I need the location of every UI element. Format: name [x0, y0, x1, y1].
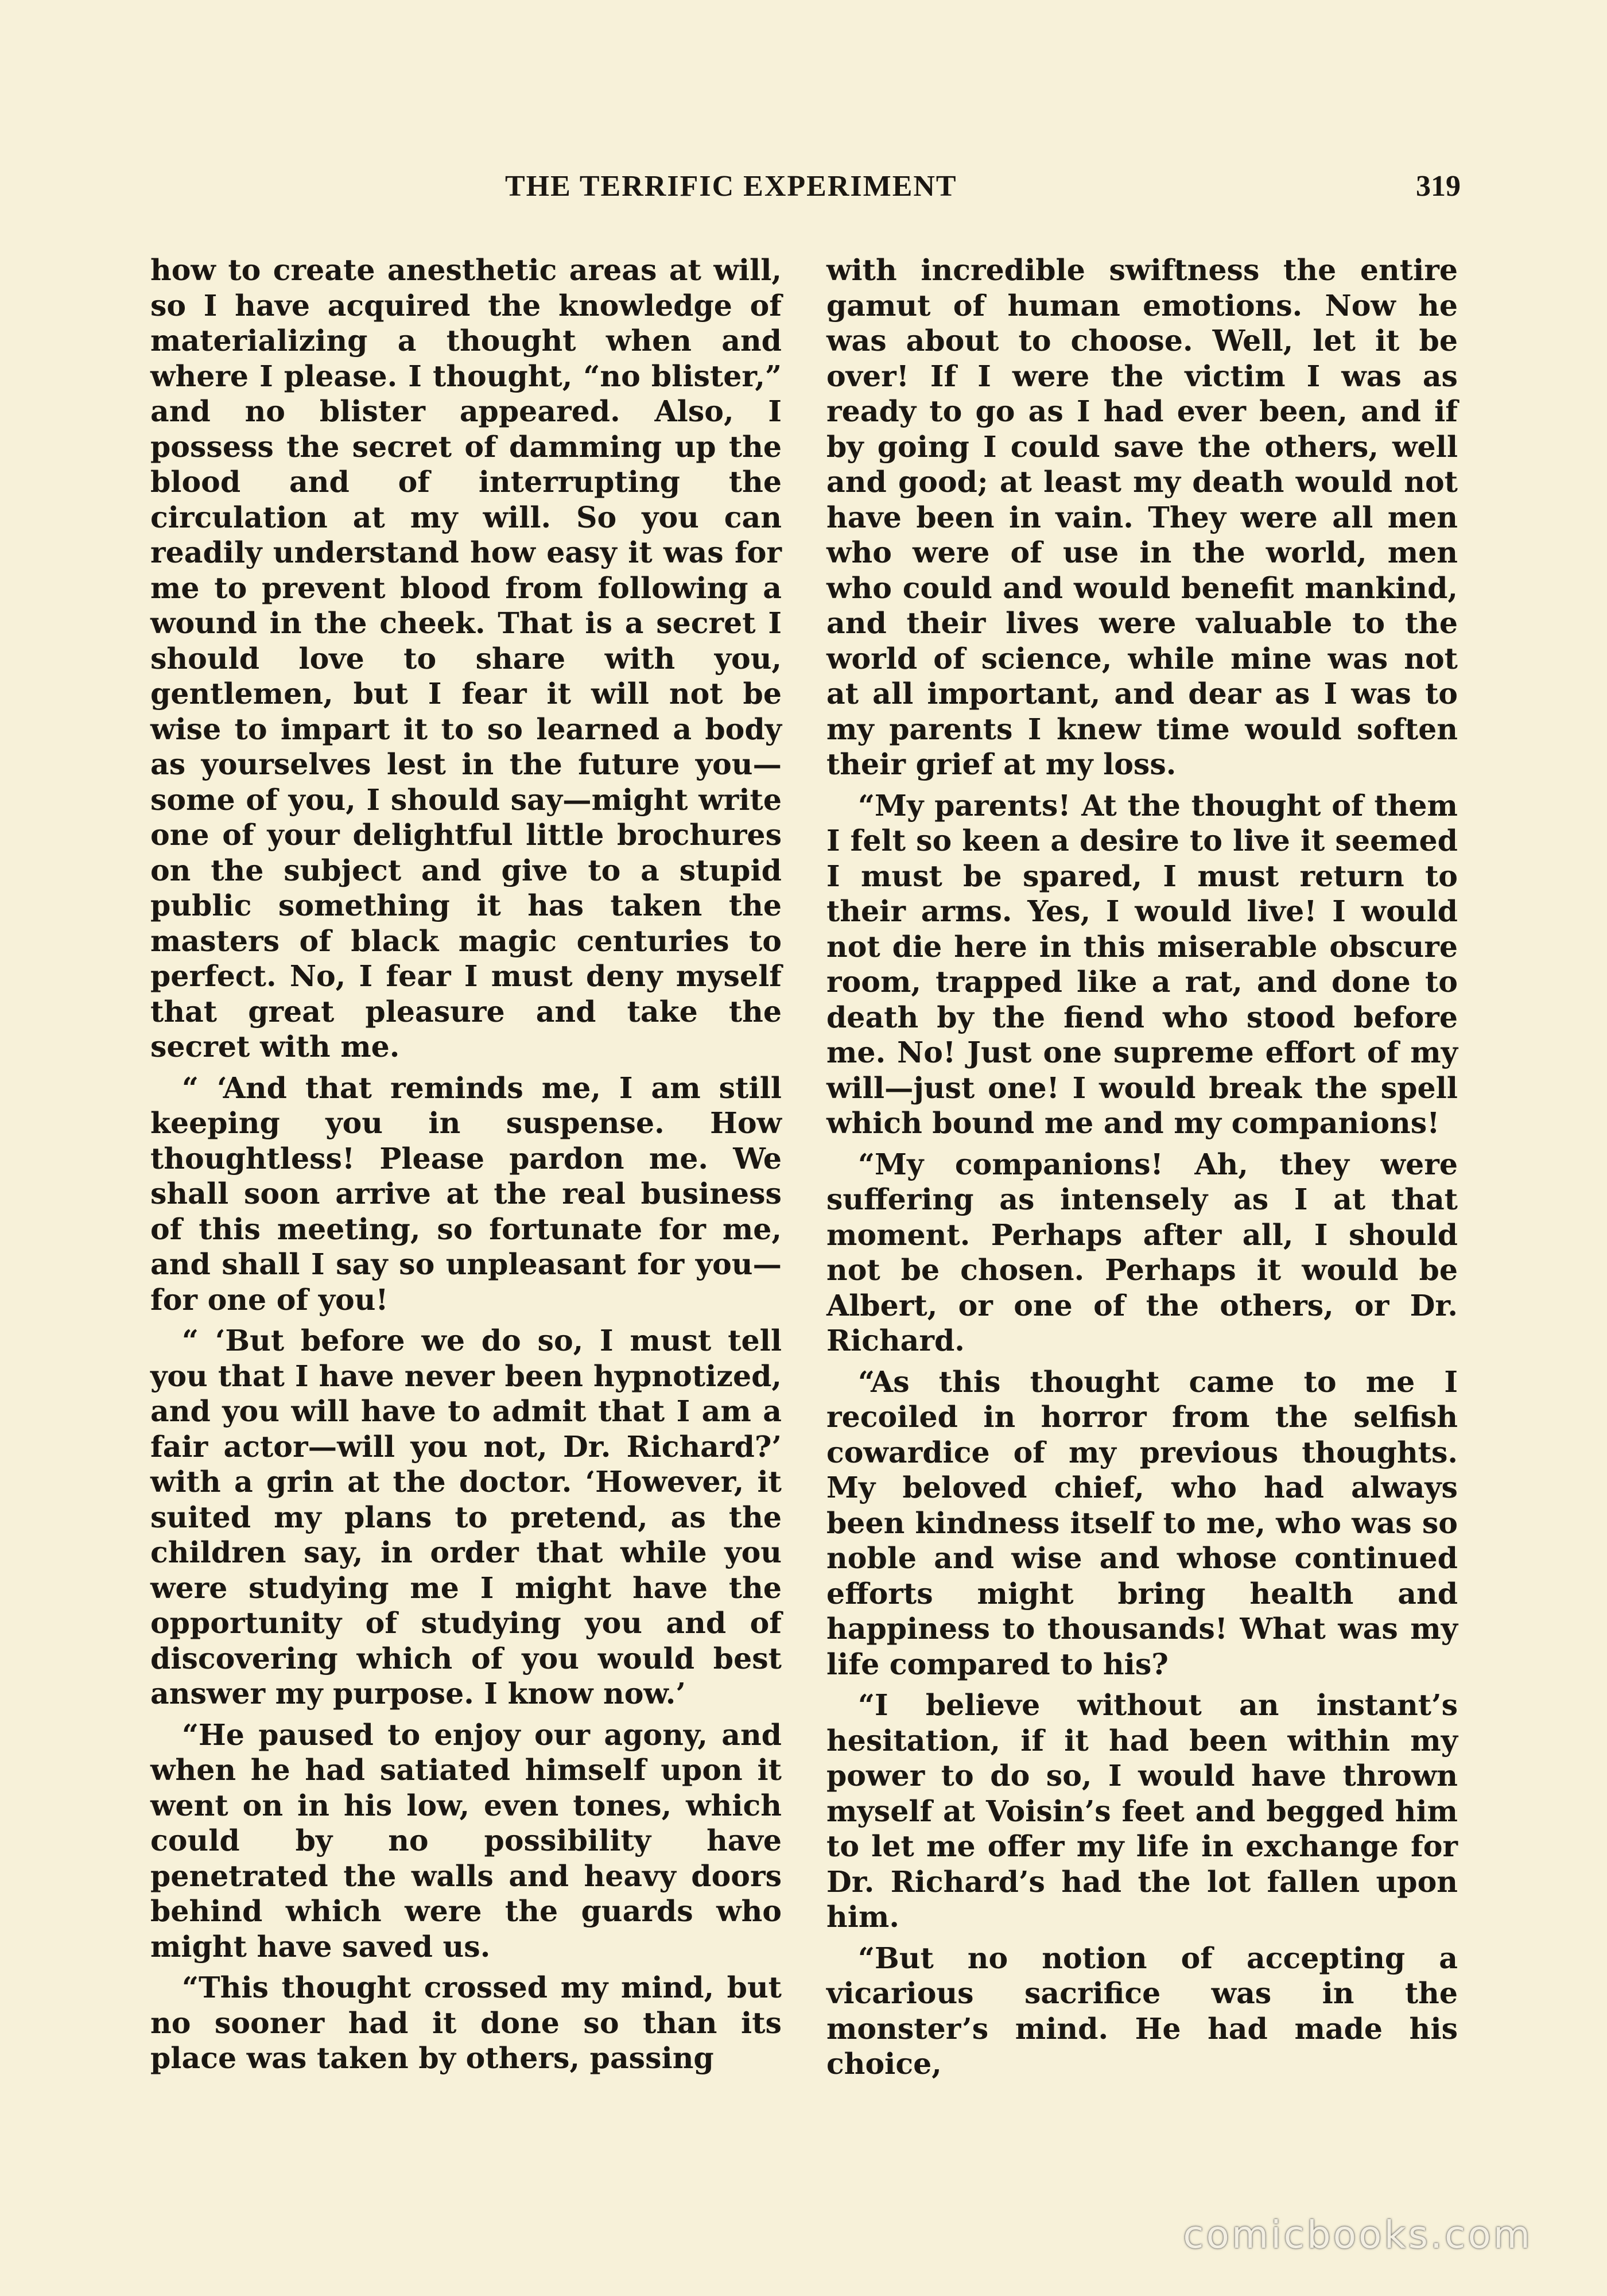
page-number: 319 [1416, 170, 1461, 203]
paragraph: how to create anesthetic areas at will, so I have acquired the knowledge of materializing a thought when and where I please. I thought, “no blister,” and no blister appeared. Also, I possess the secret of damming up the blood and of interrupting the circulation at my will. So you can readily understand how easy it was for me to prevent blood from following a wound in the cheek. That is a secret I should love to share with you, gentlemen, but I fear it will not be wise to impart it to so learned a body as yourselves lest in the future you—some of you, I should say—might write one of your delightful little brochures on the subject and give to a stupid public something it has taken the masters of black magic centuries to perfect. No, I fear I must deny myself that great pleasure and take the secret with me. [150, 253, 782, 1064]
watermark-logo: comicbooks.com [1183, 2213, 1532, 2257]
paragraph: “He paused to enjoy our agony, and when he had satiated himself upon it went on in his low, even tones, which could by no possibility have penetrated the walls and heavy doors behind which were the guards who might have saved us. [150, 1717, 782, 1964]
paragraph: “But no notion of accepting a vicarious sacrifice was in the monster’s mind. He had made his choice, [826, 1941, 1458, 2081]
paragraph: “My companions! Ah, they were suffering as intensely as I at that moment. Perhaps after all, I should not be chosen. Perhaps it would be Albert, or one of the others, or Dr. Richard. [826, 1147, 1458, 1358]
paragraph: with incredible swiftness the entire gamut of human emotions. Now he was about to choose. Well, let it be over! If I were the victim I was as ready to go as I had ever been, and if by going I could save the others, well and good; at least my death would not have been in vain. They were all men who were of use in the world, men who could and would benefit mankind, and their lives were valuable to the world of science, while mine was not at all important, and dear as I was to my parents I knew time would soften their grief at my loss. [826, 253, 1458, 781]
left-column [150, 253, 782, 2082]
paragraph: “As this thought came to me I recoiled in horror from the selfish cowardice of my previous thoughts. My beloved chief, who had always been kindness itself to me, who was so noble and wise and whose continued efforts might bring health and happiness to thousands! What was my life compared to his? [826, 1364, 1458, 1681]
running-head-title: THE TERRIFIC EXPERIMENT [505, 170, 957, 203]
running-header [505, 169, 1461, 215]
paragraph: “I believe without an instant’s hesitation, if it had been within my power to do so, I would have thrown myself at Voisin’s feet and begged him to let me offer my life in exchange for Dr. Richard’s had the lot fallen upon him. [826, 1688, 1458, 1934]
paragraph: “My parents! At the thought of them I felt so keen a desire to live it seemed I must be spared, I must return to their arms. Yes, I would live! I would not die here in this miserable obscure room, trapped like a rat, and done to death by the fiend who stood before me. No! Just one supreme effort of my will—just one! I would break the spell which bound me and my companions! [826, 788, 1458, 1140]
right-column [826, 253, 1458, 2088]
paragraph: “ ‘And that reminds me, I am still keeping you in suspense. How thoughtless! Please pardon me. We shall soon arrive at the real business of this meeting, so fortunate for me, and shall I say so unpleasant for you—for one of you! [150, 1071, 782, 1317]
paragraph: “ ‘But before we do so, I must tell you that I have never been hypnotized, and you will have to admit that I am a fair actor—will you not, Dr. Richard?’ with a grin at the doctor. ‘However, it suited my plans to pretend, as the children say, in order that while you were studying me I might have the opportunity of studying you and of discovering which of you would best answer my purpose. I know now.’ [150, 1324, 782, 1711]
paragraph: “This thought crossed my mind, but no sooner had it done so than its place was taken by others, passing [150, 1971, 782, 2075]
